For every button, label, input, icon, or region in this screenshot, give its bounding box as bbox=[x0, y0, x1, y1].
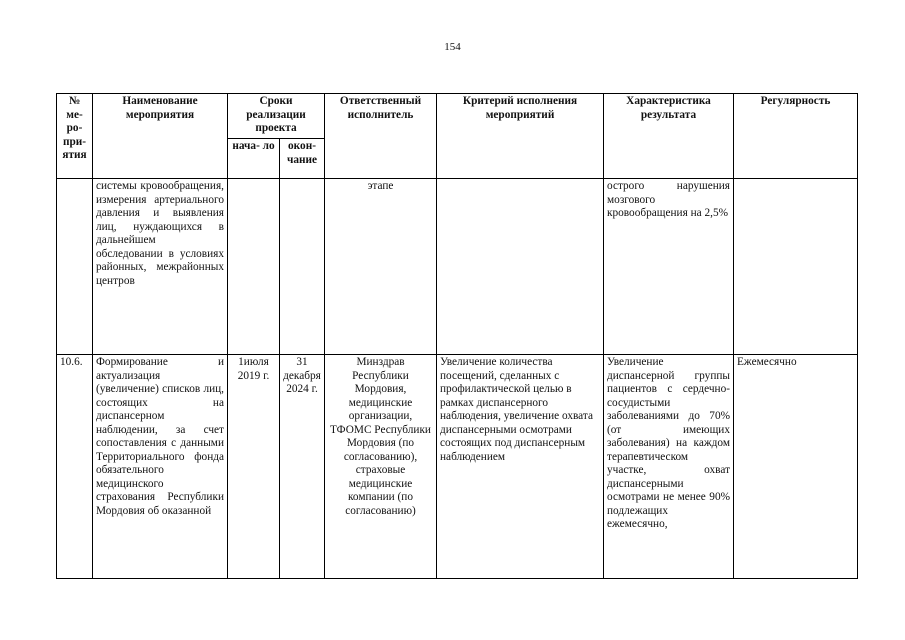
row-criterion bbox=[437, 179, 604, 355]
header-criterion: Критерий исполнения мероприятий bbox=[437, 94, 604, 179]
row-responsible: Минздрав Республики Мордовия, медицинские организации, ТФОМС Республики Мордовия (по согласованию), страховые медицинские компании (по согласованию) bbox=[325, 355, 437, 579]
table-row bbox=[57, 355, 858, 579]
row-end: 31 декабря 2024 г. bbox=[280, 355, 325, 579]
row-start: 1июля 2019 г. bbox=[228, 355, 280, 579]
header-start: нача- ло bbox=[228, 139, 280, 179]
row-result: Увеличение диспансерной группы пациентов с сердечно-сосудистыми заболеваниями до 70% (от имеющих заболевания) на каждом терапевтическом участке, охват диспансерными осмотрами не менее 90% подлежащих ежемесячно, bbox=[604, 355, 734, 579]
table-row bbox=[57, 179, 858, 355]
page-number: 154 bbox=[444, 41, 461, 53]
row-name: Формирование и актуализация (увеличение) списков лиц, состоящих на диспансерном наблюдении, за счет сопоставления с данными Территориального фонда обязательного медицинского страхования Республики Мордовия об оказанной bbox=[93, 355, 228, 579]
row-regularity: Ежемесячно bbox=[734, 355, 858, 579]
row-num: 10.6. bbox=[57, 355, 93, 579]
header-name: Наименование мероприятия bbox=[93, 94, 228, 179]
row-num bbox=[57, 179, 93, 355]
row-result: острого нарушения мозгового кровообращения на 2,5% bbox=[604, 179, 734, 355]
row-responsible: этапе bbox=[325, 179, 437, 355]
row-end bbox=[280, 179, 325, 355]
header-terms: Сроки реализации проекта bbox=[228, 94, 325, 139]
header-row bbox=[57, 94, 858, 139]
row-name: системы кровообращения, измерения артериального давления и выявления лиц, нуждающихся в дальнейшем обследовании в условиях районных, межрайонных центров bbox=[93, 179, 228, 355]
header-result: Характеристика результата bbox=[604, 94, 734, 179]
row-regularity bbox=[734, 179, 858, 355]
row-start bbox=[228, 179, 280, 355]
activities-table bbox=[56, 93, 858, 579]
header-responsible: Ответственный исполнитель bbox=[325, 94, 437, 179]
header-regularity: Регулярность bbox=[734, 94, 858, 179]
header-num: № ме- ро- при- ятия bbox=[57, 94, 93, 179]
row-criterion: Увеличение количества посещений, сделанных с профилактической целью в рамках диспансерного наблюдения, увеличение охвата диспансерными осмотрами состоящих под диспансерным наблюдением bbox=[437, 355, 604, 579]
header-end: окон- чание bbox=[280, 139, 325, 179]
